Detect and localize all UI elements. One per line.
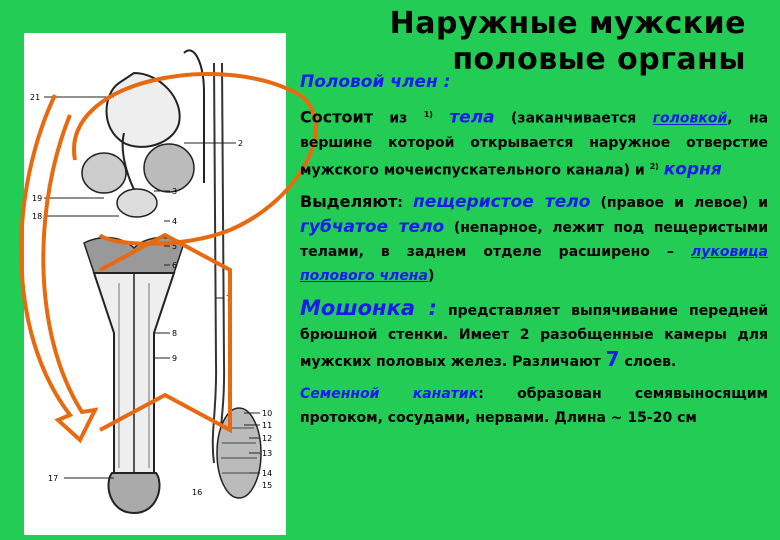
title-line-1: Наружные мужские	[389, 6, 746, 41]
figure-label: 15	[262, 481, 273, 490]
penis-structure-paragraph	[300, 103, 768, 182]
page-title	[286, 6, 746, 78]
layers-number: 7	[605, 347, 620, 372]
scrotum-text-b: слоев.	[624, 354, 677, 371]
cavernous-term: пещеристое тело	[412, 192, 591, 213]
scrotum-text-a: представляет выпячивание передней брюшной стенки. Имеет 2 разобщенные камеры для мужских половых желез. Различают	[300, 303, 768, 371]
figure-label: 5	[172, 242, 178, 251]
spongy-desc: (непарное, лежит под пещеристыми телами, в заднем отделе расширено –	[300, 220, 768, 261]
figure-label: 7	[226, 294, 232, 303]
after-glans-text: , на вершине которой открывается наружное отверстие мужского мочеиспускательного канала) и	[300, 110, 769, 179]
cord-term: Семенной канатик	[300, 386, 479, 403]
scrotum-paragraph	[300, 296, 768, 374]
bodies-paragraph: Выделяют: пещеристое тело (правое и левое) и губчатое тело (непарное, лежит под пещеристыми телами, в заднем отделе расширено – луковица полового члена)	[300, 192, 769, 285]
figure-label: 21	[30, 93, 41, 102]
consists-word: Состоит	[300, 107, 373, 127]
root-term: корня	[663, 159, 722, 180]
glans-link[interactable]: головкой	[652, 110, 728, 127]
figure-label: 19	[32, 194, 43, 203]
figure-label: 10	[262, 409, 273, 418]
from-word: из	[389, 110, 408, 127]
cavernous-desc: (правое и левое) и	[600, 195, 769, 212]
figure-label: 6	[172, 261, 178, 270]
figure-label: 8	[172, 329, 178, 338]
figure-label: 2	[238, 139, 244, 148]
anatomy-illustration	[24, 33, 286, 535]
cord-text: : образован семявыносящим протоком, сосудами, нервами. Длина ~ 15-20 см	[300, 386, 768, 427]
scrotum-term: Мошонка :	[300, 296, 437, 321]
penis-heading	[300, 70, 768, 95]
figure-label: 18	[32, 212, 43, 221]
figure-label: 17	[48, 474, 59, 483]
figure-label: 4	[172, 217, 178, 226]
body-term: тела	[449, 107, 495, 128]
figure-label: 13	[262, 449, 273, 458]
figure-label: 12	[262, 434, 273, 443]
title-line-2: половые органы	[452, 42, 746, 77]
sup-1: 1)	[423, 110, 433, 119]
distinguish-word: Выделяют	[300, 192, 398, 212]
ending-text: (заканчивается	[511, 110, 637, 127]
figure-label: 3	[172, 187, 178, 196]
figure-label: 11	[262, 421, 273, 430]
penis-heading-text: Половой член :	[300, 72, 451, 92]
figure-label: 14	[262, 469, 273, 478]
spongy-term: губчатое тело	[300, 217, 445, 238]
close-paren: )	[427, 268, 435, 285]
figure-label: 16	[192, 488, 203, 497]
content-text	[300, 70, 768, 438]
anatomy-drawing	[24, 33, 286, 535]
bulb-link[interactable]: луковица полового члена	[300, 244, 769, 285]
cord-paragraph	[300, 382, 768, 430]
figure-label: 9	[172, 354, 178, 363]
sup-2: 2)	[649, 161, 659, 171]
